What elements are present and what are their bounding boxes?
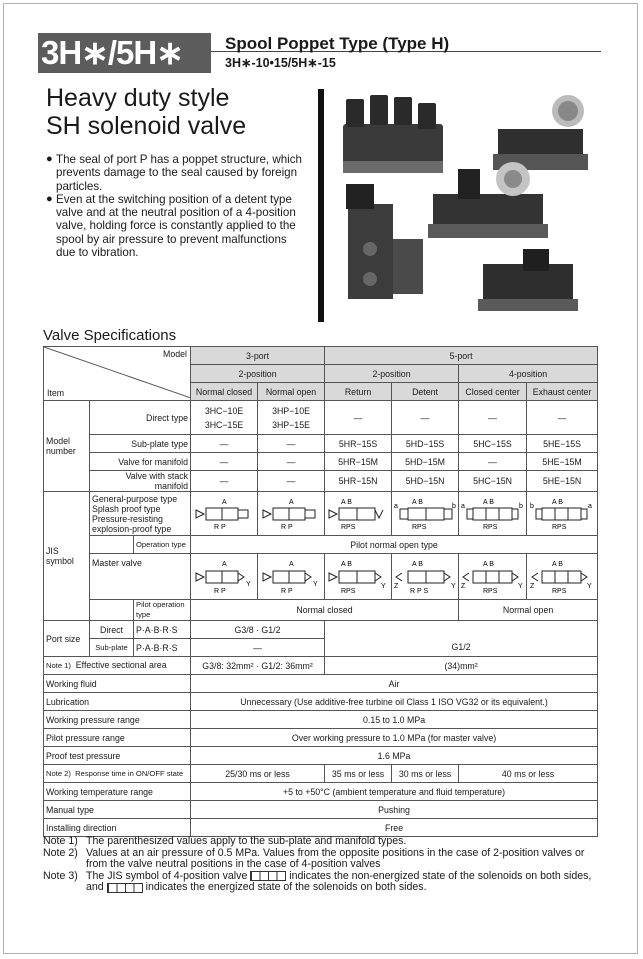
svg-text:A B: A B xyxy=(341,560,352,568)
master-symbol-exhaust-center xyxy=(527,554,598,600)
svg-text:RPS: RPS xyxy=(412,523,427,531)
svg-text:A: A xyxy=(222,560,227,568)
valve-photo-icon xyxy=(318,89,603,322)
series-badge: 3H∗/5H∗ xyxy=(38,33,211,73)
svg-text:A B: A B xyxy=(412,560,423,568)
svg-text:b: b xyxy=(530,502,534,510)
photo-accent-bar xyxy=(318,89,324,322)
master-symbol-no xyxy=(258,554,325,600)
svg-text:a: a xyxy=(394,502,398,510)
valve-spec-table: Model Item 3-port 5-port 2-position 2-position 4-position Normal closed Normal open Return Detent Closed center Exhaust center Model number Direct type 3HC−10E 3HC−15E 3HP−10E 3HP−15E — — — — Sub-plate type — — 5HR−15S 5HD−15S 5HC−15S 5HE−15S Valve for manifold — — 5HR−15M 5HD−15M — 5HE−15M Valve with stack manifold — — 5HR−15N 5HD−15N 5HC−15N 5HE−15N JIS symbol General-purpose type Splash proof type Pressure-resisting explosion-proof type A R P A R P A B RPS a A B b RPS a A B b RPS b A B a RPS Operation type Pilot normal open type Master valve A Y R P A Y R P A B Y RPS A B Z Y R P S A B Z Y RPS A B Z Y RPS Pilot operation type Normal closed Normal open Port size Direct P·A·B·R·S G3/8 · G1/2 Sub-plate P·A·B·R·S — G1/2 Note 1) Effective sectional area G3/8: 32mm² · G1/2: 36mm² (34)mm² Working fluid Air Lubrication Unnecessary (Use additive-free turbine oil Class 1 ISO VG32 or its equivalent.) Working pressure range 0.15 to 1.0 MPa Pilot pressure range Over working pressure to 1.0 MPa (for master valve) Proof test pressure 1.6 MPa Note 2) Response time in ON/OFF state 25/30 ms or less 35 ms or less 30 ms or less 40 ms or less Working temperature range +5 to +50°C (ambient temperature and fluid temperature) Manual type Pushing Installing direction Free xyxy=(43,346,598,837)
feature-item: ● The seal of port P has a poppet structure, which prevents damage to the seal caused by foreign particles. xyxy=(46,153,302,193)
svg-text:Y: Y xyxy=(518,582,523,590)
svg-text:RPS: RPS xyxy=(552,587,567,595)
svg-text:R P S: R P S xyxy=(410,587,429,595)
svg-text:A B: A B xyxy=(412,498,423,506)
jis-symbol-exhaust-center xyxy=(527,492,598,536)
bullet-icon: ● xyxy=(46,153,53,165)
jis-symbol-no xyxy=(258,492,325,536)
bullet-icon: ● xyxy=(46,192,53,205)
svg-text:R P: R P xyxy=(214,587,226,595)
master-symbol-closed-center xyxy=(459,554,527,600)
note-1: Note 1) The parenthesized values apply to the sub-plate and manifold types. xyxy=(43,835,407,847)
svg-text:b: b xyxy=(452,502,456,510)
svg-text:RPS: RPS xyxy=(483,587,498,595)
model-item-corner: Model Item xyxy=(44,347,191,401)
master-symbol-return xyxy=(325,554,392,600)
jis-symbol-nc xyxy=(191,492,258,536)
svg-text:a: a xyxy=(588,502,592,510)
svg-text:Z: Z xyxy=(530,582,535,590)
series-subtitle: 3H∗-10•15/5H∗-15 xyxy=(225,56,336,70)
svg-text:RPS: RPS xyxy=(341,587,356,595)
svg-text:A B: A B xyxy=(552,560,563,568)
footnotes xyxy=(43,836,603,894)
svg-text:RPS: RPS xyxy=(341,523,356,531)
svg-text:Y: Y xyxy=(587,582,592,590)
svg-text:A: A xyxy=(289,560,294,568)
svg-text:a: a xyxy=(461,502,465,510)
headline-line2: SH solenoid valve xyxy=(46,112,247,140)
four-position-box-icon xyxy=(250,871,286,881)
feature-list xyxy=(46,153,308,259)
svg-text:Y: Y xyxy=(246,580,251,588)
jis-symbol-closed-center xyxy=(459,492,527,536)
svg-text:A B: A B xyxy=(341,498,352,506)
svg-text:A B: A B xyxy=(552,498,563,506)
headline xyxy=(46,84,246,140)
feature-item: ● Even at the switching position of a detent type valve and at the neutral position of a 4-position valve, holding force is constantly applied to the spool by air pressure to prevent malfunctions due to vibration. xyxy=(46,192,296,260)
jis-symbol-return xyxy=(325,492,392,536)
master-symbol-detent xyxy=(392,554,459,600)
headline-line1: Heavy duty style xyxy=(46,84,230,112)
four-position-box-icon xyxy=(107,883,143,893)
note-2: Note 2) Values at an air pressure of 0.5 MPa. Values from the opposite positions in the case of 2-position valves or from the valve neutral positions in the case of 4-position valves xyxy=(43,846,585,871)
note-3: Note 3) The JIS symbol of 4-position valve indicates the non-energized state of the solenoids on both sides, and indicates the energized state of the solenoids on both sides. xyxy=(43,869,592,894)
series-title: Spool Poppet Type (Type H) xyxy=(225,34,450,53)
svg-text:R P: R P xyxy=(281,587,293,595)
svg-text:Y: Y xyxy=(313,580,318,588)
svg-text:Z: Z xyxy=(461,582,466,590)
jis-symbol-detent xyxy=(392,492,459,536)
svg-text:A B: A B xyxy=(483,498,494,506)
svg-text:A: A xyxy=(289,498,294,506)
master-symbol-nc xyxy=(191,554,258,600)
spec-title: Valve Specifications xyxy=(43,327,177,344)
svg-text:R P: R P xyxy=(214,523,226,531)
svg-text:R P: R P xyxy=(281,523,293,531)
svg-text:RPS: RPS xyxy=(483,523,498,531)
svg-text:Y: Y xyxy=(381,582,386,590)
svg-text:Z: Z xyxy=(394,582,399,590)
svg-text:Y: Y xyxy=(451,582,456,590)
svg-text:b: b xyxy=(519,502,523,510)
svg-text:A: A xyxy=(222,498,227,506)
svg-text:A B: A B xyxy=(483,560,494,568)
svg-text:RPS: RPS xyxy=(552,523,567,531)
